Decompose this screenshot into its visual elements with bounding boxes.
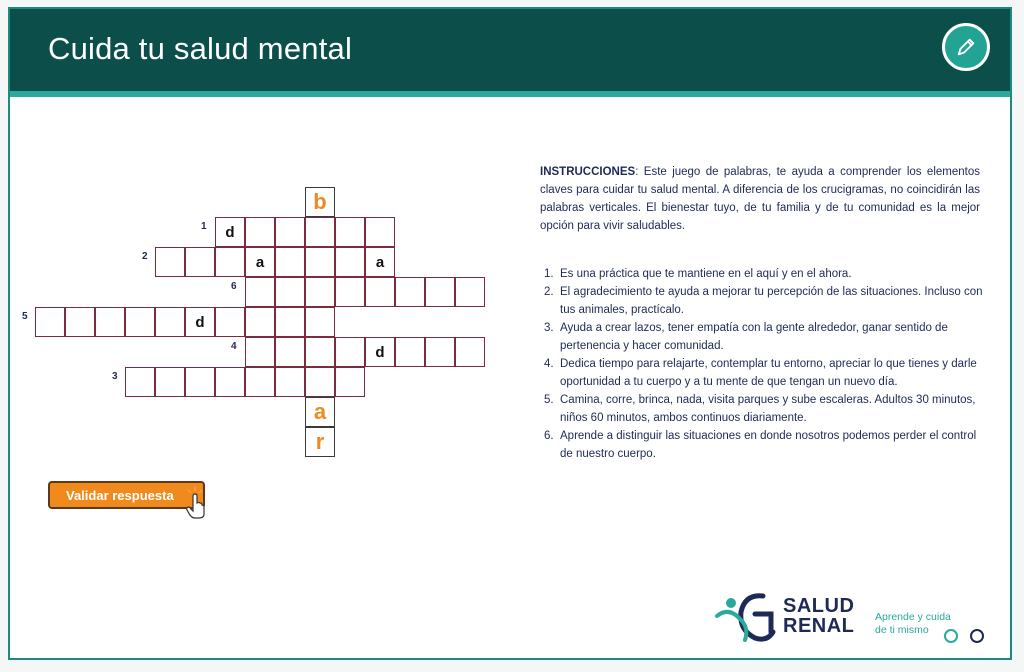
clue-number: 6 — [231, 281, 237, 292]
edit-button[interactable] — [942, 23, 990, 71]
clue-text: Es una práctica que te mantiene en el aquí y en el ahora. — [560, 268, 852, 280]
clue-text: Camina, corre, brinca, nada, visita parques y sube escaleras. Adultos 30 minutos, niños 60 minutos, ambos continuos diariamente. — [560, 394, 976, 424]
logo-line2: RENAL — [783, 615, 855, 637]
crossword-cell[interactable] — [305, 247, 335, 277]
logo-wordmark — [783, 596, 854, 636]
list-item — [544, 391, 984, 427]
crossword-cell[interactable] — [65, 307, 95, 337]
crossword-cell[interactable] — [215, 217, 245, 247]
clue-index: 2. — [544, 286, 554, 298]
cell-letter: d — [225, 223, 235, 241]
crossword-cell[interactable] — [455, 337, 485, 367]
logo-line1: SALUD — [783, 595, 855, 617]
list-item — [544, 355, 984, 391]
clue-index: 3. — [544, 322, 554, 334]
clue-text: El agradecimiento te ayuda a mejorar tu percepción de las situaciones. Incluso con tus animales, practícalo. — [560, 286, 983, 316]
crossword-cell[interactable] — [185, 307, 215, 337]
crossword-cell[interactable] — [185, 247, 215, 277]
clue-index: 1. — [544, 268, 554, 280]
crossword-cell[interactable] — [155, 367, 185, 397]
crossword-cell[interactable] — [95, 307, 125, 337]
crossword-cell[interactable] — [245, 277, 275, 307]
crossword-cell[interactable] — [365, 277, 395, 307]
crossword-cell[interactable] — [215, 367, 245, 397]
crossword-cell[interactable] — [455, 277, 485, 307]
logo-tagline — [875, 611, 951, 637]
list-item — [544, 319, 984, 355]
crossword-cell[interactable] — [335, 367, 365, 397]
list-item — [544, 427, 984, 463]
crossword-cell[interactable] — [245, 217, 275, 247]
clue-number: 1 — [201, 221, 207, 232]
crossword-cell[interactable] — [425, 277, 455, 307]
cell-letter: d — [195, 313, 205, 331]
crossword-cell[interactable] — [305, 277, 335, 307]
clue-text: Dedica tiempo para relajarte, contemplar tu entorno, apreciar lo que tienes y darle oportunidad a tu cuerpo y a tu mente de que tengan un nuevo día. — [560, 358, 977, 388]
crossword-cell[interactable] — [275, 217, 305, 247]
list-item — [544, 283, 984, 319]
crossword-cell[interactable] — [395, 337, 425, 367]
crossword-cell[interactable] — [215, 247, 245, 277]
header-bar — [10, 9, 1010, 91]
cell-letter: r — [315, 429, 325, 454]
clue-index: 5. — [544, 394, 554, 406]
validate-button[interactable] — [48, 481, 205, 509]
crossword-cell[interactable] — [275, 247, 305, 277]
crossword-cell[interactable] — [155, 247, 185, 277]
clue-index: 4. — [544, 358, 554, 370]
crossword-cell[interactable] — [335, 247, 365, 277]
crossword-cell-key[interactable] — [305, 397, 335, 427]
crossword-cell[interactable] — [125, 367, 155, 397]
crossword-cell[interactable] — [245, 307, 275, 337]
crossword-cell[interactable] — [275, 337, 305, 367]
clue-list — [544, 265, 984, 463]
clue-number: 3 — [112, 371, 118, 382]
crossword-cell[interactable] — [305, 367, 335, 397]
logo-mark-icon — [715, 588, 779, 648]
instructions-text — [540, 163, 980, 235]
clue-text: Ayuda a crear lazos, tener empatía con la gente alrededor, ganar sentido de pertenencia y hacer comunidad. — [560, 322, 948, 352]
crossword-cell[interactable] — [335, 217, 365, 247]
clue-number: 4 — [231, 341, 237, 352]
cell-letter: d — [375, 343, 385, 361]
crossword-cell-key[interactable] — [305, 427, 335, 457]
crossword-cell[interactable] — [245, 367, 275, 397]
clue-text: Aprende a distinguir las situaciones en donde nosotros podemos perder el control de nuestro cuerpo. — [560, 430, 977, 460]
crossword-cell-key[interactable] — [305, 187, 335, 217]
partner-seal-icon — [943, 628, 993, 648]
instructions-body: : Este juego de palabras, te ayuda a comprender los elementos claves para cuidar tu salud mental. A diferencia de los crucigramas, no coincidirán las palabras verticales. El bienestar tuyo, de tu familia y de tu comunidad es la mejor opción para vivir saludables. — [540, 166, 980, 232]
crossword-cell[interactable] — [275, 277, 305, 307]
salud-renal-logo — [715, 588, 995, 648]
clue-number: 5 — [22, 311, 28, 322]
cell-letter: a — [255, 253, 265, 271]
crossword-cell[interactable] — [305, 307, 335, 337]
cell-letter: b — [313, 189, 327, 214]
crossword-cell[interactable] — [185, 367, 215, 397]
header-stripe — [10, 91, 1010, 97]
crossword-cell[interactable] — [35, 307, 65, 337]
cell-letter: a — [375, 253, 385, 271]
crossword-cell[interactable] — [305, 337, 335, 367]
page-title: Cuida tu salud mental — [48, 31, 353, 66]
crossword-cell[interactable] — [125, 307, 155, 337]
crossword-cell[interactable] — [245, 337, 275, 367]
crossword-cell[interactable] — [365, 247, 395, 277]
crossword-cell[interactable] — [275, 367, 305, 397]
crossword-cell[interactable] — [425, 337, 455, 367]
pencil-icon — [955, 36, 977, 58]
instructions-heading: INSTRUCCIONES — [540, 166, 636, 178]
crossword-cell[interactable] — [215, 307, 245, 337]
crossword-cell[interactable] — [155, 307, 185, 337]
crossword-cell[interactable] — [305, 217, 335, 247]
crossword-cell[interactable] — [335, 337, 365, 367]
crossword-cell[interactable] — [395, 277, 425, 307]
hand-pointer-icon — [184, 486, 206, 520]
crossword-cell[interactable] — [245, 247, 275, 277]
list-item — [544, 265, 984, 283]
crossword-cell[interactable] — [365, 217, 395, 247]
validate-button-label: Validar respuesta — [66, 487, 174, 503]
crossword-cell[interactable] — [335, 277, 365, 307]
crossword-cell[interactable] — [275, 307, 305, 337]
clue-number: 2 — [142, 251, 148, 262]
tagline-line1: Aprende y cuida — [875, 611, 951, 623]
tagline-line2: de ti mismo — [875, 624, 929, 636]
cell-letter: a — [313, 399, 327, 424]
crossword-cell[interactable] — [365, 337, 395, 367]
clue-index: 6. — [544, 430, 554, 442]
